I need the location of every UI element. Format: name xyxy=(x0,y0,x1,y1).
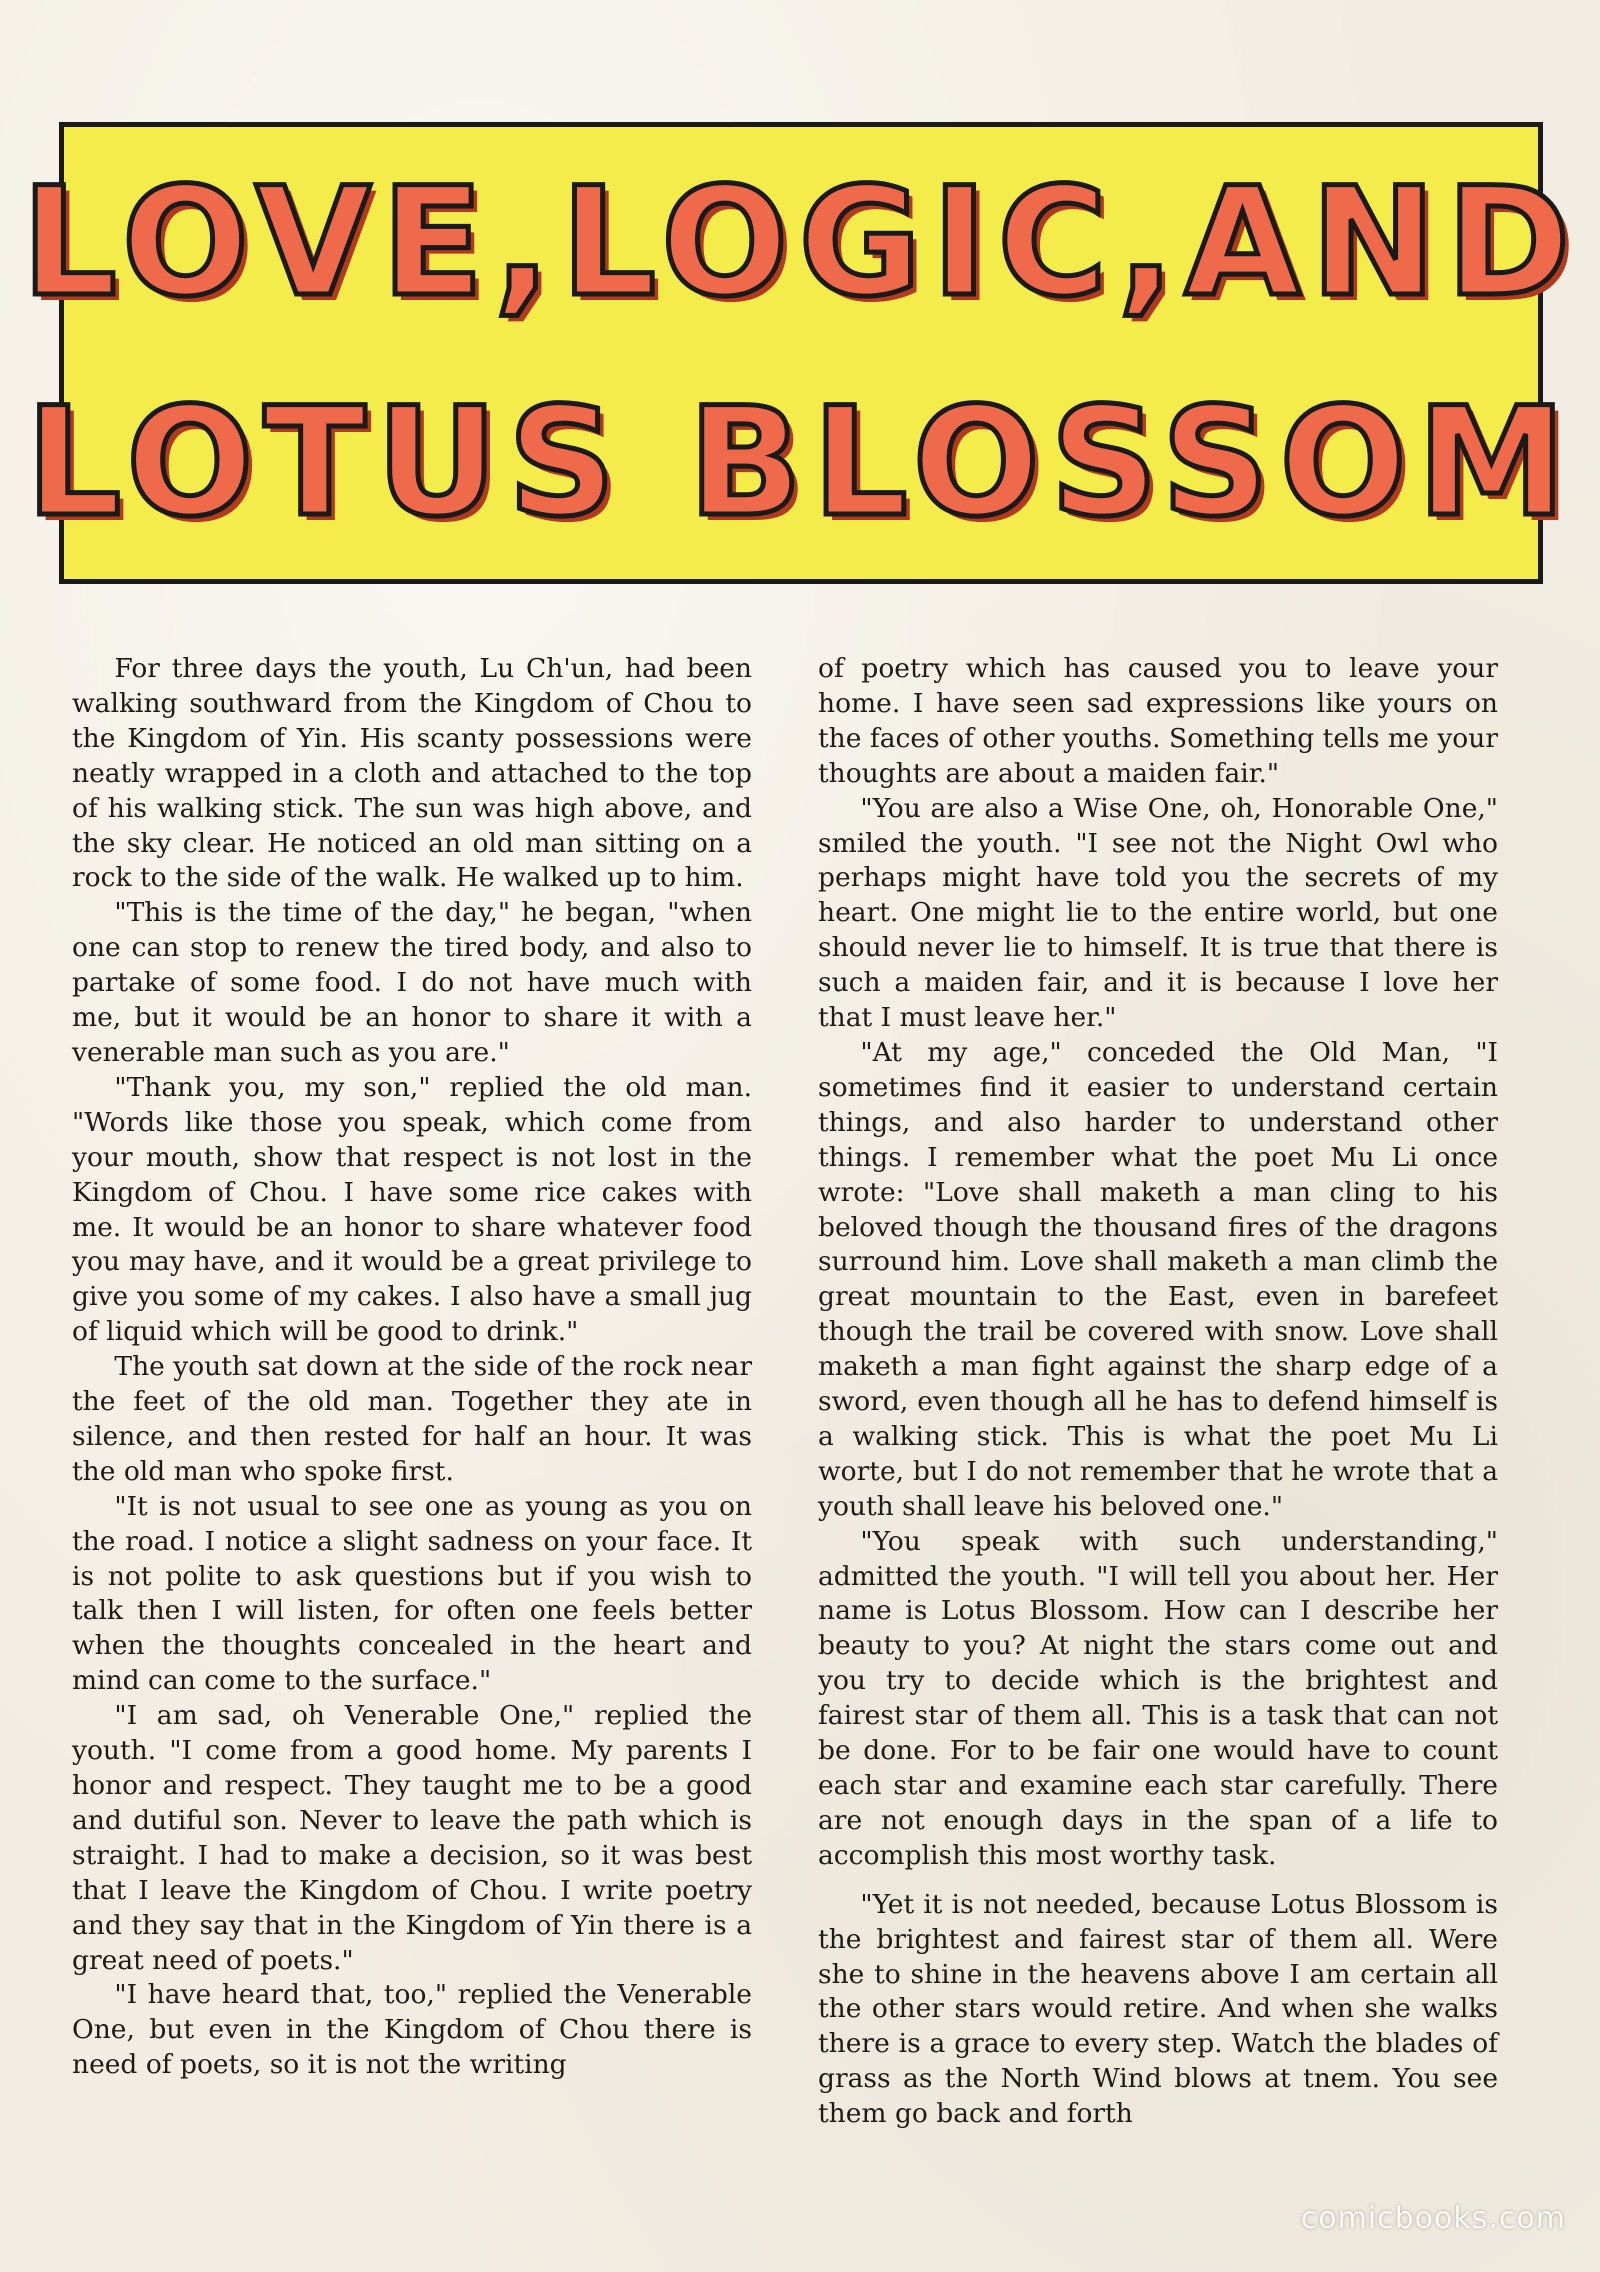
paragraph: "You speak with such understanding," admitted the youth. "I will tell you about her. Her name is Lotus Blossom. How can I describe her beauty to you? At night the stars come out and you try to decide which is the brightest and fairest star of them all. This is a task that can not be done. For to be fair one would have to count each star and examine each star carefully. There are not enough days in the span of a life to accomplish this most worthy task. xyxy=(818,1525,1498,1871)
paragraph: "This is the time of the day," he began, "when one can stop to renew the tired body, and also to partake of some food. I do not have much with me, but it would be an honor to share it with a venerable man such as you are." xyxy=(72,897,752,1068)
site-watermark: comicbooks.com xyxy=(1300,2201,1566,2236)
paragraph: "At my age," conceded the Old Man, "I sometimes find it easier to understand certain things, and also harder to understand other things. I remember what the poet Mu Li once wrote: "Love shall maketh a man cling to his beloved though the thousand fires of the dragons surround him. Love shall maketh a man climb the great mountain to the East, even in barefeet though the trail be covered with snow. Love shall maketh a man fight against the sharp edge of a sword, even though all he has to defend himself is a walking stick. This is what the poet Mu Li worte, but I do not remember that he wrote that a youth shall leave his beloved one." xyxy=(818,1036,1498,1522)
paragraph: of poetry which has caused you to leave your home. I have seen sad expressions like yours on the faces of other youths. Something tells me your thoughts are about a maiden fair." xyxy=(818,653,1498,789)
title-line-1: LOVE,LOGIC,AND xyxy=(21,156,1581,330)
paragraph: "Thank you, my son," replied the old man. "Words like those you speak, which come from your mouth, show that respect is not lost in the Kingdom of Chou. I have some rice cakes with me. It would be an honor to share whatever food you may have, and it would be a great privilege to give you some of my cakes. I also have a small jug of liquid which will be good to drink." xyxy=(72,1071,752,1348)
paragraph: For three days the youth, Lu Ch'un, had been walking southward from the Kingdom of Chou to the Kingdom of Yin. His scanty possessions were neatly wrapped in a cloth and attached to the top of his walking stick. The sun was high above, and the sky clear. He noticed an old man sitting on a rock to the side of the walk. He walked up to him. xyxy=(72,653,752,894)
paragraph: "I have heard that, too," replied the Venerable One, but even in the Kingdom of Chou there is need of poets, so it is not the writing xyxy=(72,1979,752,2081)
title-line-2: LOTUS BLOSSOM xyxy=(25,376,1577,550)
paragraph: "It is not usual to see one as young as you on the road. I notice a slight sadness on your face. It is not polite to ask questions but if you wish to talk then I will listen, for often one feels better when the thoughts concealed in the heart and mind can come to the surface." xyxy=(72,1490,752,1697)
paragraph: "I am sad, oh Venerable One," replied the youth. "I come from a good home. My parents I honor and respect. They taught me to be a good and dutiful son. Never to leave the path which is straight. I had to make a decision, so it was best that I leave the Kingdom of Chou. I write poetry and they say that in the Kingdom of Yin there is a great need of poets." xyxy=(72,1700,752,1976)
left-column xyxy=(72,652,752,2083)
right-column xyxy=(818,652,1498,2132)
paragraph: The youth sat down at the side of the rock near the feet of the old man. Together they ate in silence, and then rested for half an hour. It was the old man who spoke first. xyxy=(72,1351,752,1487)
title-banner xyxy=(21,122,1581,584)
paragraph: "Yet it is not needed, because Lotus Blossom is the brightest and fairest star of them all. Were she to shine in the heavens above I am certain all the other stars would retire. And when she walks there is a grace to every step. Watch the blades of grass as the North Wind blows at tnem. You see them go back and forth xyxy=(818,1888,1498,2130)
paragraph: "You are also a Wise One, oh, Honorable One," smiled the youth. "I see not the Night Owl who perhaps might have told you the secrets of my heart. One might lie to the entire world, but one should never lie to himself. It is true that there is such a maiden fair, and it is because I love her that I must leave her." xyxy=(818,792,1498,1034)
